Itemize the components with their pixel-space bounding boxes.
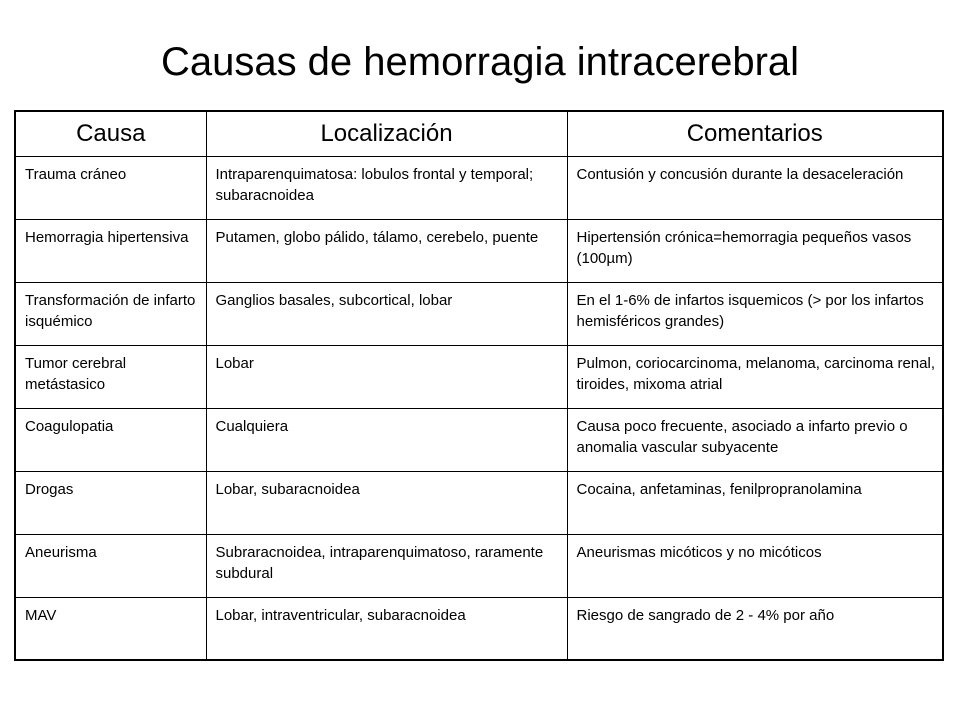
cell-localizacion: Lobar xyxy=(206,345,567,408)
cell-comentarios: Riesgo de sangrado de 2 - 4% por año xyxy=(567,597,943,660)
cell-comentarios: Pulmon, coriocarcinoma, melanoma, carcinoma renal, tiroides, mixoma atrial xyxy=(567,345,943,408)
table-header-row xyxy=(15,111,943,156)
cell-causa: Coagulopatia xyxy=(15,408,206,471)
table-row xyxy=(15,345,943,408)
cell-comentarios: En el 1-6% de infartos isquemicos (> por los infartos hemisféricos grandes) xyxy=(567,282,943,345)
table-row xyxy=(15,219,943,282)
page-title: Causas de hemorragia intracerebral xyxy=(160,40,800,84)
cell-comentarios: Cocaina, anfetaminas, fenilpropranolamina xyxy=(567,471,943,534)
causes-table xyxy=(14,110,944,661)
cell-comentarios: Causa poco frecuente, asociado a infarto previo o anomalia vascular subyacente xyxy=(567,408,943,471)
table-row xyxy=(15,282,943,345)
cell-causa: Tumor cerebral metástasico xyxy=(15,345,206,408)
cell-localizacion: Subraracnoidea, intraparenquimatoso, raramente subdural xyxy=(206,534,567,597)
cell-localizacion: Lobar, subaracnoidea xyxy=(206,471,567,534)
cell-causa: Trauma cráneo xyxy=(15,156,206,219)
column-header-localizacion: Localización xyxy=(206,111,567,156)
cell-comentarios: Contusión y concusión durante la desaceleración xyxy=(567,156,943,219)
cell-causa: Transformación de infarto isquémico xyxy=(15,282,206,345)
cell-causa: Hemorragia hipertensiva xyxy=(15,219,206,282)
cell-comentarios: Hipertensión crónica=hemorragia pequeños vasos (100µm) xyxy=(567,219,943,282)
table-row xyxy=(15,408,943,471)
column-header-causa: Causa xyxy=(15,111,206,156)
cell-comentarios: Aneurismas micóticos y no micóticos xyxy=(567,534,943,597)
table-row xyxy=(15,597,943,660)
cell-localizacion: Lobar, intraventricular, subaracnoidea xyxy=(206,597,567,660)
cell-localizacion: Putamen, globo pálido, tálamo, cerebelo, puente xyxy=(206,219,567,282)
cell-localizacion: Ganglios basales, subcortical, lobar xyxy=(206,282,567,345)
table-row xyxy=(15,471,943,534)
cell-causa: MAV xyxy=(15,597,206,660)
table-row xyxy=(15,534,943,597)
cell-causa: Drogas xyxy=(15,471,206,534)
column-header-comentarios: Comentarios xyxy=(567,111,943,156)
cell-localizacion: Intraparenquimatosa: lobulos frontal y temporal; subaracnoidea xyxy=(206,156,567,219)
table-row xyxy=(15,156,943,219)
cell-causa: Aneurisma xyxy=(15,534,206,597)
cell-localizacion: Cualquiera xyxy=(206,408,567,471)
